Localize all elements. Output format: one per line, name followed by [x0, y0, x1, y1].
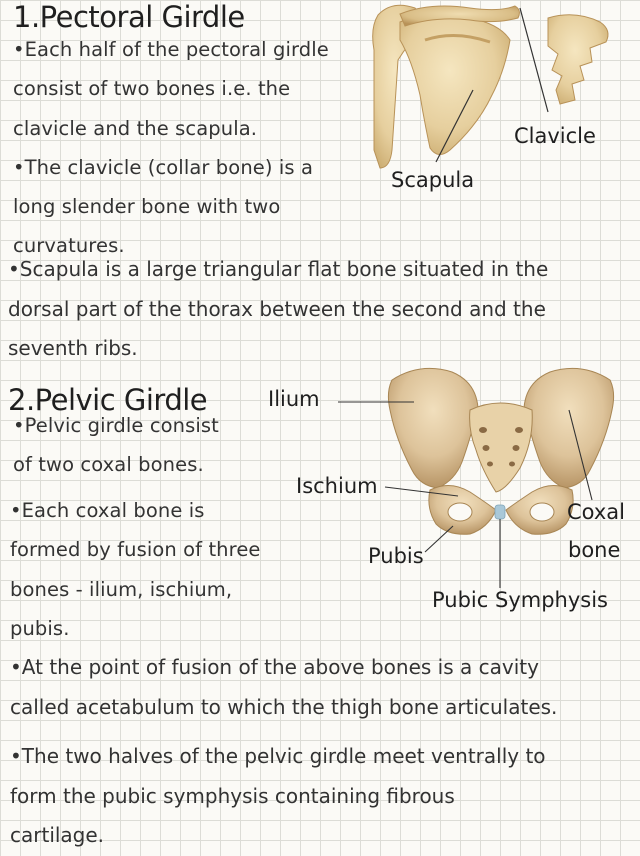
- pectoral-line: clavicle and the scapula.: [13, 116, 258, 140]
- scapula-text-block: [8, 250, 548, 369]
- pubis-leader-line: [425, 526, 453, 552]
- pectoral-line: consist of two bones i.e. the: [13, 77, 291, 101]
- symphysis-line: form the pubic symphysis containing fibrous: [10, 783, 455, 808]
- coxal-text-block: [10, 491, 261, 648]
- acetabulum-text-block: [10, 648, 557, 727]
- coxal-bone-label-line1: Coxal: [567, 500, 625, 524]
- pelvic-line: of two coxal bones.: [13, 453, 204, 477]
- pelvic-line: •Pelvic girdle consist: [13, 414, 219, 437]
- pectoral-line: curvatures.: [13, 234, 125, 258]
- pelvic-intro-block: [13, 406, 219, 485]
- coxal-line: pubis.: [10, 616, 70, 640]
- coxal-bone-label-line2: bone: [568, 538, 621, 562]
- ilium-label: Ilium: [268, 387, 320, 411]
- pectoral-line: •The clavicle (collar bone) is a: [13, 155, 314, 179]
- coxal-line: •Each coxal bone is: [10, 499, 205, 522]
- pectoral-line: long slender bone with two: [13, 195, 281, 219]
- coxal-line: formed by fusion of three: [10, 538, 261, 562]
- acetabulum-line: called acetabulum to which the thigh bone articulates.: [10, 694, 558, 719]
- pubic-symphysis-label: Pubic Symphysis: [432, 588, 608, 612]
- pectoral-line: •Each half of the pectoral girdle: [13, 38, 329, 61]
- pelvic-girdle-heading: 2.Pelvic Girdle: [8, 383, 208, 417]
- pubis-label: Pubis: [368, 544, 424, 568]
- scapula-line: seventh ribs.: [8, 336, 138, 360]
- scapula-label: Scapula: [391, 168, 475, 192]
- acetabulum-line: •At the point of fusion of the above bones is a cavity: [10, 655, 539, 679]
- symphysis-text-block: [10, 737, 546, 856]
- pectoral-girdle-heading: 1.Pectoral Girdle: [13, 0, 245, 34]
- scapula-line: •Scapula is a large triangular flat bone situated in the: [8, 257, 549, 281]
- clavicle-label: Clavicle: [514, 124, 596, 148]
- coxal-line: bones - ilium, ischium,: [10, 577, 233, 601]
- pectoral-text-block: [13, 30, 329, 266]
- scapula-line: dorsal part of the thorax between the second and the: [8, 296, 546, 321]
- symphysis-line: cartilage.: [10, 823, 105, 847]
- ischium-label: Ischium: [296, 474, 378, 498]
- symphysis-line: •The two halves of the pelvic girdle meet ventrally to: [10, 744, 546, 768]
